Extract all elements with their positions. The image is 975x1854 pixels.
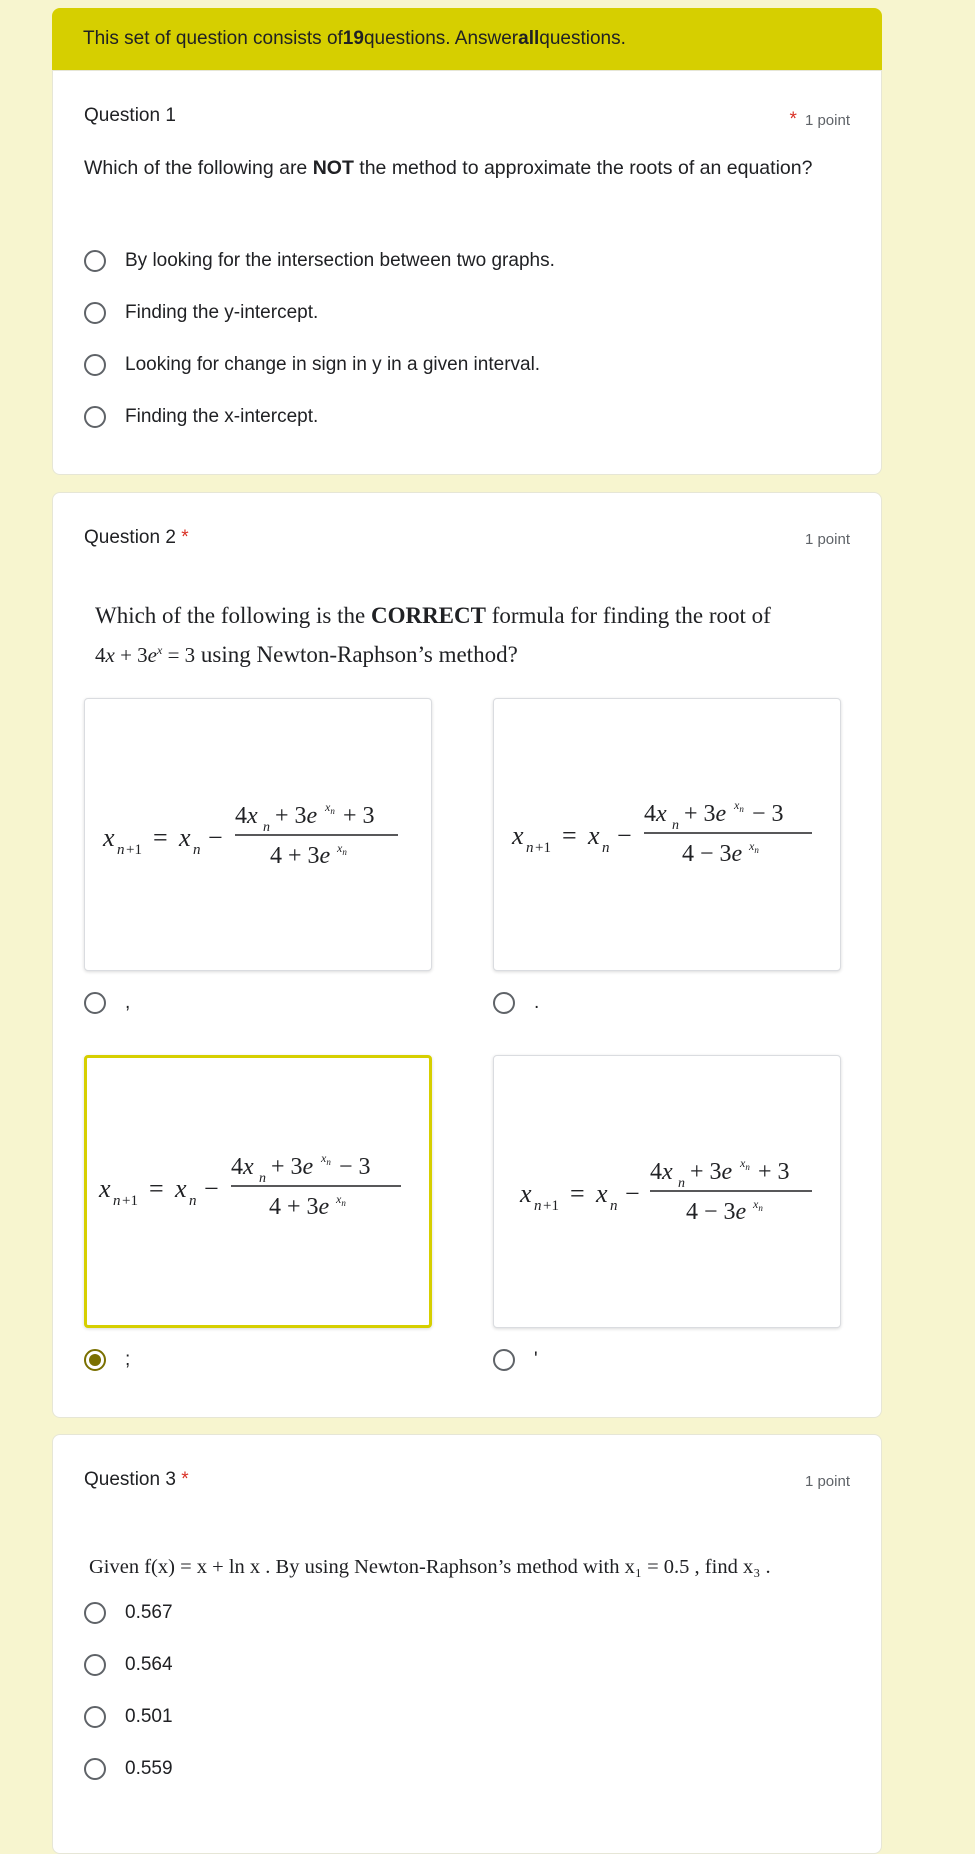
q2-option-3-image[interactable] [84,1055,432,1328]
q2-option-4[interactable]: ' [493,1349,538,1371]
q2-option-4-image[interactable] [493,1055,841,1328]
svg-text:− 3: − 3 [752,801,784,827]
svg-text:xn: $x_n$ [321,1151,331,1167]
svg-text:xn: $x_n$ [337,841,347,857]
svg-text:x: x [520,1179,532,1208]
svg-text:xn: $x_n$ [325,800,335,816]
svg-text:4 − 3e: 4 − 3e [686,1199,747,1225]
svg-text:+ 3: + 3 [758,1159,790,1185]
banner-all: all [518,28,540,49]
svg-text:x: x [512,821,524,850]
banner-question-count: 19 [342,28,364,49]
svg-text:n: n [526,840,534,856]
svg-text:n: n [534,1198,542,1214]
svg-text:xn: $x_n$ [749,839,759,855]
radio-button[interactable] [493,1349,515,1371]
svg-text:+ 3e: + 3e [690,1159,733,1185]
svg-text:+ 3e: + 3e [684,801,727,827]
banner-text-pre: This set of question consists of [83,28,343,49]
required-mark: * [181,1469,189,1490]
q2-option-1[interactable]: , [84,992,130,1014]
question-title: Question 2 * [84,527,189,548]
svg-text:4x: 4x [650,1159,673,1185]
svg-text:+ 3: + 3 [343,803,375,829]
svg-text:n: n [193,842,201,858]
svg-text:4 + 3e: 4 + 3e [270,843,331,869]
svg-text:x: x [588,821,600,850]
question-card-3 [52,1434,882,1854]
svg-text:−: − [625,1179,640,1208]
radio-button[interactable] [84,354,106,376]
banner-text-post: questions. [539,28,626,49]
required-mark: * [789,109,797,130]
radio-button[interactable] [84,250,106,272]
question-points: * 1 point [789,109,850,130]
question-title: Question 1 [84,105,176,126]
svg-text:x: x [175,1174,187,1203]
q3-option-4[interactable]: 0.559 [84,1758,173,1780]
formula-image [85,699,433,972]
question-title: Question 3 * [84,1469,189,1490]
required-mark: * [181,527,189,548]
question-card-2 [52,492,882,1418]
svg-text:+1: +1 [122,1193,138,1209]
radio-button[interactable] [493,992,515,1014]
q2-option-1-image[interactable] [84,698,432,971]
svg-text:=: = [149,1174,164,1203]
q3-option-2[interactable]: 0.564 [84,1654,173,1676]
svg-text:n: n [610,1198,618,1214]
svg-text:x: x [179,823,191,852]
svg-text:4x: 4x [231,1154,254,1180]
svg-text:−: − [617,821,632,850]
svg-text:n: n [189,1193,197,1209]
svg-text:x: x [99,1174,111,1203]
svg-text:n: n [263,820,270,835]
svg-text:xn: $x_n$ [336,1192,346,1208]
svg-text:−: − [204,1174,219,1203]
formula-image [494,699,842,972]
q2-option-2-image[interactable] [493,698,841,971]
svg-text:−: − [208,823,223,852]
radio-button-selected[interactable] [84,1349,106,1371]
svg-text:n: n [259,1171,266,1186]
svg-text:+ 3e: + 3e [271,1154,314,1180]
svg-text:4 + 3e: 4 + 3e [269,1194,330,1220]
radio-button[interactable] [84,992,106,1014]
radio-button[interactable] [84,406,106,428]
svg-text:x: x [596,1179,608,1208]
question-text: Which of the following are NOT the method to approximate the roots of an equation? [84,157,813,179]
svg-text:− 3: − 3 [339,1154,371,1180]
q1-option-1[interactable]: By looking for the intersection between two graphs. [84,250,555,272]
question-points: 1 point [804,1473,850,1490]
q3-option-1[interactable]: 0.567 [84,1602,173,1624]
equation: $4x + 3e^x = 3$ [95,643,196,667]
banner-text-mid: questions. Answer [363,28,519,49]
question-points: 1 point [804,531,850,548]
radio-button[interactable] [84,1706,106,1728]
svg-text:+1: +1 [126,842,142,858]
svg-text:n: n [672,818,679,833]
q2-option-2[interactable]: . [493,992,539,1014]
q1-option-2[interactable]: Finding the y-intercept. [84,302,318,324]
formula-image [494,1056,842,1329]
svg-text:+ 3e: + 3e [275,803,318,829]
svg-text:n: n [113,1193,121,1209]
radio-button[interactable] [84,1602,106,1624]
q1-option-3[interactable]: Looking for change in sign in y in a given interval. [84,354,540,376]
svg-text:xn: $x_n$ [753,1197,763,1213]
radio-button[interactable] [84,1654,106,1676]
svg-text:=: = [570,1179,585,1208]
svg-text:4x: 4x [644,801,667,827]
question-text: Which of the following is the CORRECT formula for finding the root of $4x + 3e^x = 3$ using Newton-Raphson’s method? [95,603,771,667]
radio-button[interactable] [84,302,106,324]
svg-text:4x: 4x [235,803,258,829]
formula-image [87,1058,429,1325]
svg-text:+1: +1 [535,840,551,856]
svg-text:4 − 3e: 4 − 3e [682,841,743,867]
question-card-1 [52,70,882,475]
svg-text:=: = [153,823,168,852]
form-instructions-banner [52,8,882,70]
svg-text:xn: $x_n$ [734,798,744,814]
svg-text:n: n [117,842,125,858]
svg-text:n: n [678,1176,685,1191]
radio-button[interactable] [84,1758,106,1780]
svg-text:=: = [562,821,577,850]
q3-option-3[interactable]: 0.501 [84,1706,173,1728]
svg-text:n: n [602,840,610,856]
svg-text:xn: $x_n$ [740,1156,750,1172]
q1-option-4[interactable]: Finding the x-intercept. [84,406,318,428]
svg-text:+1: +1 [543,1198,559,1214]
svg-text:x: x [103,823,115,852]
question-text: Given f(x) = x + ln x . By using Newton-Raphson’s method with x₁ = 0.5 , find x₃ . [89,1556,771,1578]
q2-option-3[interactable]: ; [84,1349,130,1371]
